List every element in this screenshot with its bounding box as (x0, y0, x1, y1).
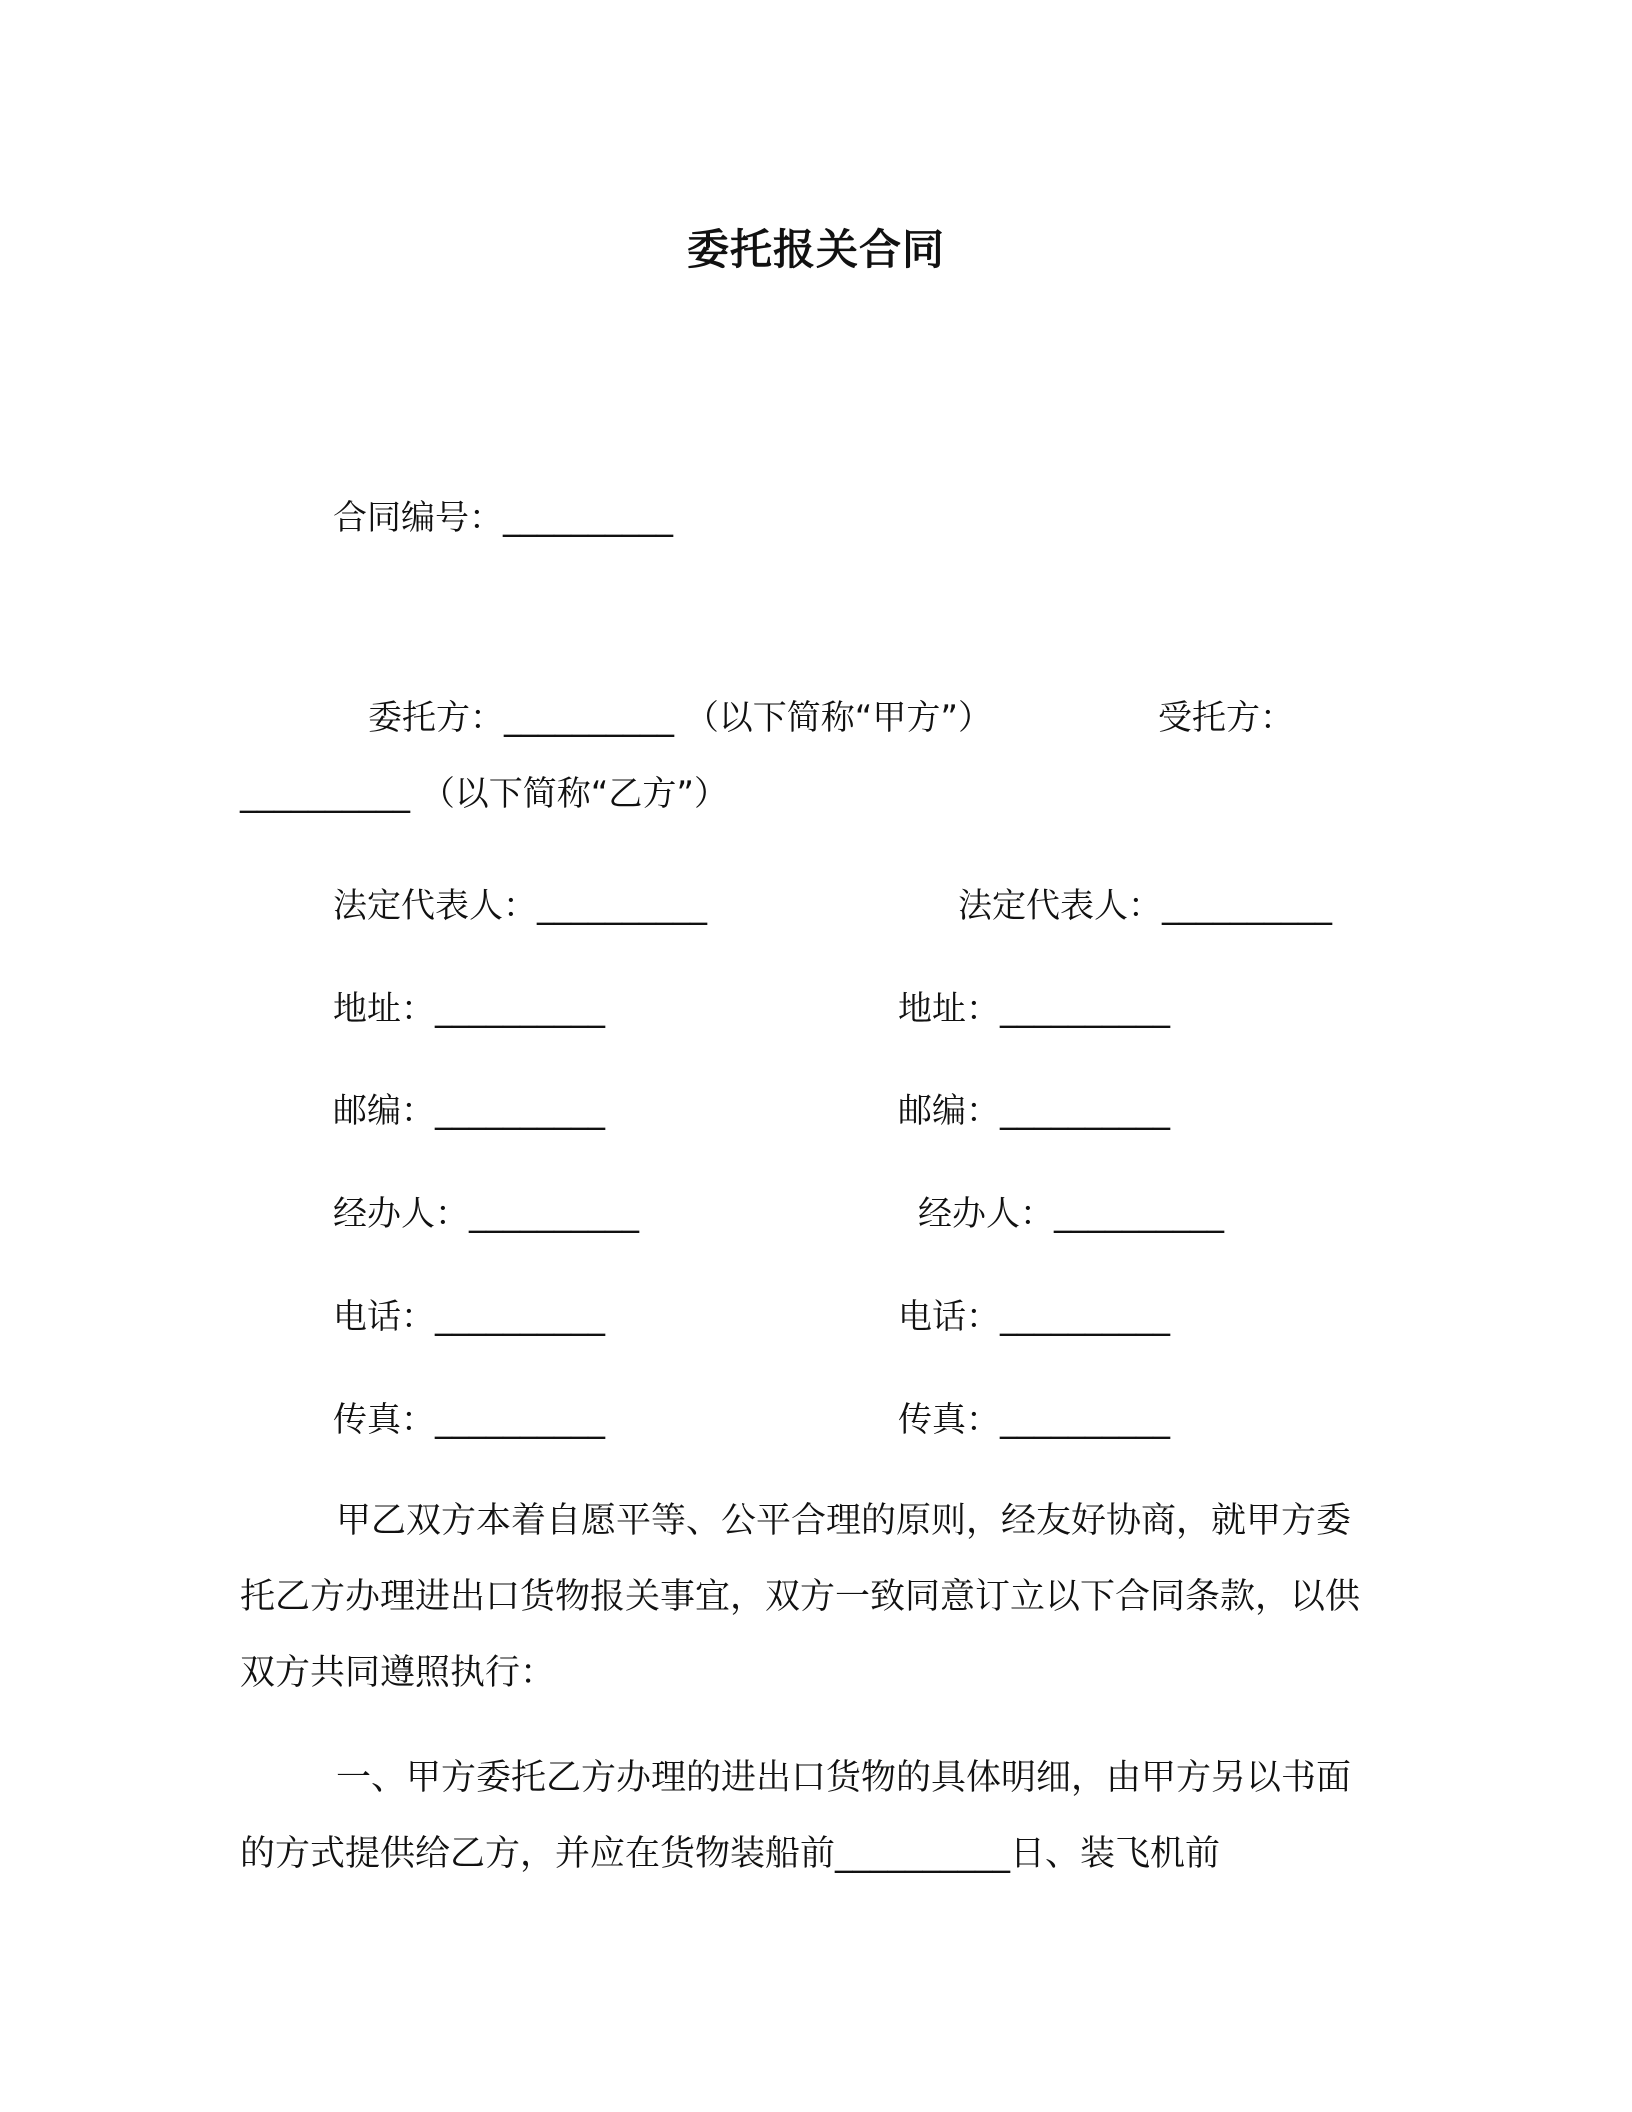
principal-label: 委托方： (368, 698, 504, 738)
clause-1-paragraph (240, 1740, 1380, 1892)
party-a-field (333, 882, 707, 930)
party-a-field-blank[interactable]: __________ (469, 1194, 639, 1234)
party-a-field-label: 传真： (333, 1400, 435, 1440)
party-b-field-label: 地址： (898, 989, 1000, 1029)
party-b-field-blank[interactable]: __________ (1000, 1091, 1170, 1131)
party-a-field-blank[interactable]: __________ (435, 1400, 605, 1440)
party-a-field-blank[interactable]: __________ (537, 886, 707, 926)
party-b-field-label: 传真： (898, 1400, 1000, 1440)
principal-note: （以下简称“甲方”） (684, 698, 993, 738)
agent-blank[interactable]: __________ (240, 774, 410, 814)
agent-label: 受托方： (1158, 698, 1294, 738)
party-a-field-label: 经办人： (333, 1194, 469, 1234)
party-a-field-label: 地址： (333, 989, 435, 1029)
clause-1-text-after: 日、装飞机前 (1010, 1834, 1221, 1874)
party-b-field-blank[interactable]: __________ (1000, 989, 1170, 1029)
party-b-field-blank[interactable]: __________ (1162, 886, 1332, 926)
party-b-field (898, 1087, 1170, 1135)
party-a-field-blank[interactable]: __________ (435, 1091, 605, 1131)
party-b-field (898, 1293, 1170, 1341)
party-a-field (333, 1293, 605, 1341)
agent-note: （以下简称“乙方”） (420, 774, 729, 814)
party-a-field-label: 法定代表人： (333, 886, 537, 926)
party-a-field-blank[interactable]: __________ (435, 989, 605, 1029)
party-b-field (898, 1396, 1170, 1444)
preamble-text: 甲乙双方本着自愿平等、公平合理的原则，经友好协商，就甲方委托乙方办理进出口货物报关事宜，双方一致同意订立以下合同条款，以供双方共同遵照执行： (240, 1501, 1361, 1693)
party-a-field (333, 1087, 605, 1135)
party-b-field (898, 985, 1170, 1033)
party-a-field (333, 1190, 639, 1238)
party-b-field-blank[interactable]: __________ (1000, 1297, 1170, 1337)
principal-blank[interactable]: __________ (504, 698, 674, 738)
party-b-field (958, 882, 1332, 930)
party-a-field-label: 邮编： (333, 1091, 435, 1131)
party-b-field-label: 经办人： (918, 1194, 1054, 1234)
party-b-field-label: 邮编： (898, 1091, 1000, 1131)
contract-number-label: 合同编号： (333, 498, 503, 538)
clause-1-text: 一、甲方委托乙方办理的进出口货物的具体明细，由甲方另以书面的方式提供给乙方，并应在货物装船前 (240, 1758, 1352, 1874)
party-b-field-label: 法定代表人： (958, 886, 1162, 926)
agent-label-line (1158, 694, 1294, 742)
party-a-field-label: 电话： (333, 1297, 435, 1337)
principal-line (368, 694, 992, 742)
agent-line (240, 770, 728, 818)
party-a-field (333, 1396, 605, 1444)
preamble-paragraph (240, 1483, 1380, 1711)
party-b-field-label: 电话： (898, 1297, 1000, 1337)
party-b-field-blank[interactable]: __________ (1054, 1194, 1224, 1234)
contract-number-blank[interactable]: __________ (503, 498, 673, 538)
clause-1-blank[interactable]: __________ (835, 1834, 1011, 1874)
party-a-field (333, 985, 605, 1033)
party-a-field-blank[interactable]: __________ (435, 1297, 605, 1337)
party-b-field (918, 1190, 1224, 1238)
party-b-field-blank[interactable]: __________ (1000, 1400, 1170, 1440)
document-title: 委托报关合同 (686, 225, 945, 274)
contract-number-line (333, 494, 673, 542)
